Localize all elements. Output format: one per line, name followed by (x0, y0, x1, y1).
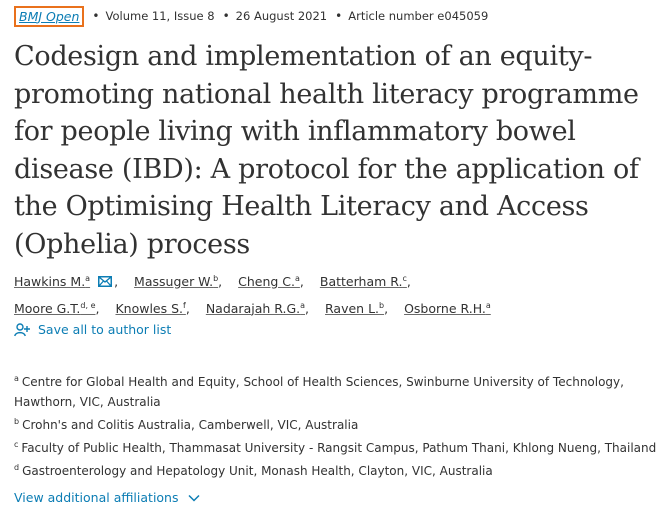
title-line: for people living with inflammatory bowel (14, 116, 576, 147)
author-name: Cheng C. (238, 274, 295, 289)
author-name: Moore G.T. (14, 300, 81, 316)
title-line: Codesign and implementation of an equity- (14, 41, 593, 72)
author-name: Nadarajah R.G. (205, 300, 301, 316)
view-additional-affiliations-button[interactable] (14, 490, 200, 505)
affiliation-text: Crohn's and Colitis Australia, Camberwell, VIC, Australia (22, 418, 359, 432)
save-all-authors-button[interactable] (14, 322, 171, 337)
author-link[interactable] (115, 301, 185, 316)
affiliation-key: a (14, 374, 19, 383)
author-link[interactable] (238, 274, 300, 289)
publication-meta (14, 4, 488, 28)
article-title (14, 38, 650, 263)
author-name: Hawkins M. (14, 274, 86, 289)
author-link[interactable] (14, 274, 90, 289)
author-affil-key: b (213, 273, 219, 283)
affiliation-text: Gastroenterology and Hepatology Unit, Monash Health, Clayton, VIC, Australia (22, 464, 493, 478)
view-affiliations-label: View additional affiliations (14, 490, 179, 505)
chevron-down-icon (188, 494, 200, 502)
separator: • (222, 9, 230, 23)
author-affil-key: f (183, 300, 186, 310)
affiliation (14, 438, 660, 458)
mail-icon[interactable] (98, 270, 112, 296)
save-all-label: Save all to author list (38, 322, 172, 337)
author-affil-key: b (379, 300, 385, 310)
affiliation-key: b (14, 417, 20, 426)
affiliation-key: d (14, 463, 20, 472)
title-line: the Optimising Health Literacy and Access (14, 191, 589, 222)
journal-link[interactable]: BMJ Open (14, 6, 84, 27)
affiliation-text: Faculty of Public Health, Thammasat University - Rangsit Campus, Pathum Thani, Khlong Nueng, Thailand (21, 441, 657, 455)
affiliation-key: c (14, 440, 19, 449)
title-line: promoting national health literacy programme (14, 78, 639, 110)
article-number: Article number e045059 (348, 9, 489, 23)
author-affil-key: d, e (80, 300, 96, 310)
volume-issue: Volume 11, Issue 8 (105, 9, 215, 23)
author-name: Osborne R.H. (404, 300, 486, 316)
author-name: Massuger W. (134, 274, 214, 289)
affiliation-list (14, 372, 660, 484)
affiliation-text: Centre for Global Health and Equity, School of Health Sciences, Swinburne University of Technology, Hawthorn, VIC, Australia (14, 375, 624, 409)
author-list: Hawkins M.$^a$ , Massuger W.$^b$, Cheng C.$^a$, Batterham R.$^c$, Moore G.T.$^{d, e}$, Knowles S.$^f$, Nadarajah R.G.$^a$, Raven L.$^b$, Osborne R.H.$^a$ (14, 269, 654, 322)
author-affil-key: a (85, 273, 91, 283)
add-person-icon (14, 323, 30, 337)
author-link[interactable] (14, 301, 96, 316)
author-link[interactable] (404, 301, 491, 316)
author-name: Batterham R. (319, 274, 403, 289)
author-link[interactable] (134, 274, 218, 289)
author-affil-key: c (402, 273, 407, 283)
title-line: disease (IBD): A protocol for the application of (14, 153, 639, 185)
publication-date: 26 August 2021 (235, 9, 328, 23)
separator: • (335, 9, 343, 23)
author-link[interactable] (325, 301, 384, 316)
author-affil-key: a (300, 300, 306, 310)
affiliation (14, 461, 660, 481)
author-link[interactable] (320, 274, 407, 289)
affiliation (14, 372, 660, 412)
affiliation (14, 415, 660, 435)
author-name: Raven L. (325, 300, 380, 316)
author-affil-key: a (295, 273, 300, 283)
author-affil-key: a (485, 300, 491, 310)
author-link[interactable] (206, 301, 305, 316)
title-line: (Ophelia) process (14, 228, 250, 260)
author-name: Knowles S. (115, 300, 184, 316)
separator: • (92, 9, 100, 23)
